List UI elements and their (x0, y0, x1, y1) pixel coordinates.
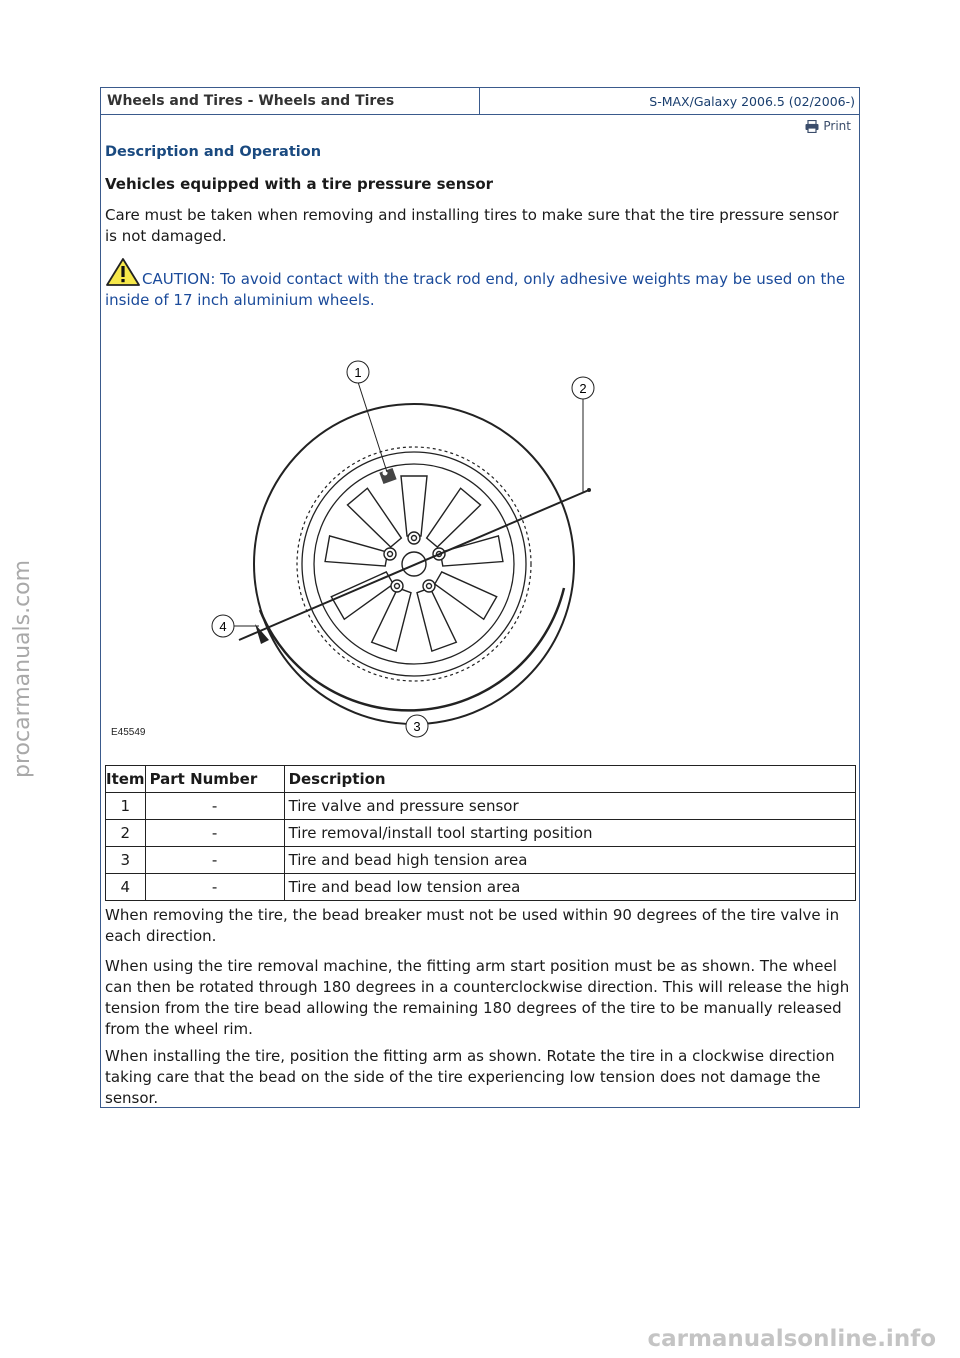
subheading: Vehicles equipped with a tire pressure sensor (105, 175, 494, 193)
cell-description: Tire and bead low tension area (284, 874, 855, 901)
table-row (106, 874, 856, 901)
cell-item: 1 (106, 793, 146, 820)
print-button[interactable] (805, 119, 851, 133)
vehicle-model: S-MAX/Galaxy 2006.5 (02/2006-) (649, 94, 855, 109)
caution-note (105, 257, 853, 311)
cell-description: Tire removal/install tool starting position (284, 820, 855, 847)
table-header-row (106, 766, 856, 793)
cell-part-number: - (145, 874, 284, 901)
parts-table (105, 765, 856, 901)
bottom-watermark: carmanualsonline.info (647, 1326, 936, 1352)
table-row (106, 820, 856, 847)
document-frame (100, 87, 860, 1108)
cell-item: 4 (106, 874, 146, 901)
bead-breaker-paragraph: When removing the tire, the bead breaker must not be used within 90 degrees of the tire valve in each direction. (105, 906, 840, 945)
caution-text: CAUTION: To avoid contact with the track rod end, only adhesive weights may be used on the inside of 17 inch aluminium wheels. (105, 270, 846, 309)
tire-valve-sensor (379, 468, 396, 484)
column-header-description: Description (284, 766, 855, 793)
section-title: Description and Operation (105, 144, 322, 160)
print-label: Print (823, 119, 851, 133)
cell-description: Tire valve and pressure sensor (284, 793, 855, 820)
intro-paragraph: Care must be taken when removing and installing tires to make sure that the tire pressure sensor is not damaged. (105, 206, 839, 245)
warning-icon (105, 257, 141, 287)
cell-part-number: - (145, 820, 284, 847)
svg-text:4: 4 (219, 619, 227, 634)
callout-2 (572, 377, 594, 399)
document-header (101, 88, 859, 115)
cell-part-number: - (145, 847, 284, 874)
header-divider (479, 88, 480, 115)
installation-paragraph: When installing the tire, position the fitting arm as shown. Rotate the tire in a clockwise direction taking care that the bead on the side of the tire experiencing low tension does not damage the sensor. (105, 1047, 835, 1107)
printer-icon (805, 120, 819, 133)
cell-part-number: - (145, 793, 284, 820)
callout-4 (212, 615, 234, 637)
cell-description: Tire and bead high tension area (284, 847, 855, 874)
svg-text:1: 1 (354, 365, 362, 380)
column-header-item: Item (106, 766, 146, 793)
table-row (106, 847, 856, 874)
svg-text:3: 3 (413, 719, 421, 734)
callout-1 (347, 361, 369, 383)
figure-id: E45549 (111, 727, 146, 738)
column-header-part-number: Part Number (145, 766, 284, 793)
wheel-diagram (109, 354, 609, 754)
removal-machine-paragraph: When using the tire removal machine, the fitting arm start position must be as shown. The wheel can then be rotated through 180 degrees in a counterclockwise direction. This will release the high tension from the tire bead allowing the remaining 180 degrees of the tire to be manually released from the wheel rim. (105, 957, 850, 1038)
svg-text:2: 2 (579, 381, 587, 396)
cell-item: 3 (106, 847, 146, 874)
table-row (106, 793, 856, 820)
document-title: Wheels and Tires - Wheels and Tires (107, 93, 395, 109)
side-watermark: procarmanuals.com (10, 559, 35, 778)
cell-item: 2 (106, 820, 146, 847)
callout-3 (406, 715, 428, 737)
